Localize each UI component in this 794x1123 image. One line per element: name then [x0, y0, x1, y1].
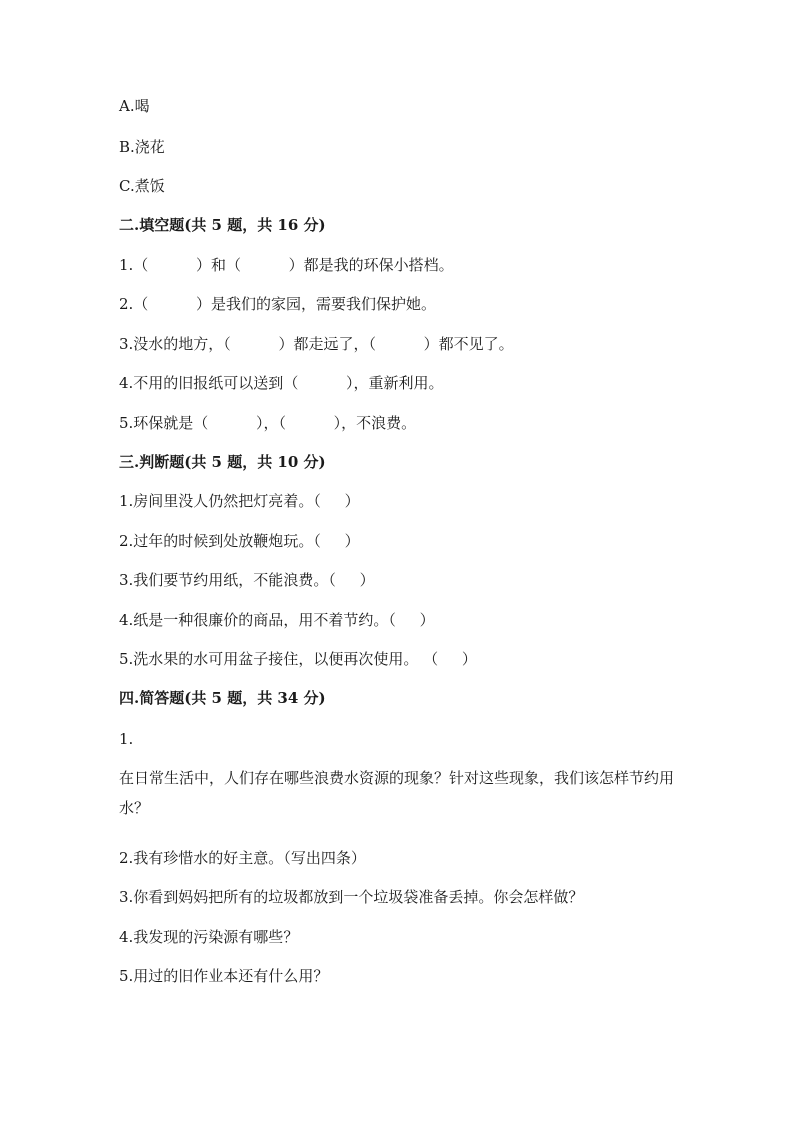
- true-false-item-1: 1.房间里没人仍然把灯亮着。（ ）: [119, 492, 360, 510]
- short-answer-item-5: 5.用过的旧作业本还有什么用？: [119, 967, 329, 985]
- short-answer-item-4: 4.我发现的污染源有哪些？: [119, 928, 299, 946]
- true-false-heading: 三.判断题(共 5 题，共 10 分): [119, 453, 326, 471]
- option-b: B.浇花: [119, 138, 165, 156]
- fill-blank-item-4: 4.不用的旧报纸可以送到（ ），重新利用。: [119, 374, 444, 392]
- option-a: A.喝: [119, 97, 150, 115]
- true-false-item-5: 5.洗水果的水可用盆子接住，以便再次使用。 （ ）: [119, 650, 477, 668]
- fill-blank-item-3: 3.没水的地方，（ ）都走远了，（ ）都不见了。: [119, 335, 514, 353]
- short-answer-item-1-text: 在日常生活中，人们存在哪些浪费水资源的现象？针对这些现象，我们该怎样节约用水？: [119, 769, 675, 817]
- fill-blank-item-1: 1.（ ）和（ ）都是我的环保小搭档。: [119, 256, 454, 274]
- short-answer-item-3: 3.你看到妈妈把所有的垃圾都放到一个垃圾袋准备丢掉。你会怎样做？: [119, 888, 584, 906]
- fill-blank-item-5: 5.环保就是（ ），（ ），不浪费。: [119, 414, 417, 432]
- fill-blank-heading: 二.填空题(共 5 题，共 16 分): [119, 216, 326, 234]
- short-answer-item-1-number: 1.: [119, 730, 134, 748]
- true-false-item-4: 4.纸是一种很廉价的商品，用不着节约。（ ）: [119, 611, 435, 629]
- option-c: C.煮饭: [119, 177, 165, 195]
- short-answer-item-2: 2.我有珍惜水的好主意。（写出四条）: [119, 849, 366, 867]
- short-answer-heading: 四.简答题(共 5 题，共 34 分): [119, 689, 326, 707]
- true-false-item-2: 2.过年的时候到处放鞭炮玩。（ ）: [119, 532, 360, 550]
- fill-blank-item-2: 2.（ ）是我们的家园，需要我们保护她。: [119, 295, 436, 313]
- true-false-item-3: 3.我们要节约用纸，不能浪费。（ ）: [119, 571, 375, 589]
